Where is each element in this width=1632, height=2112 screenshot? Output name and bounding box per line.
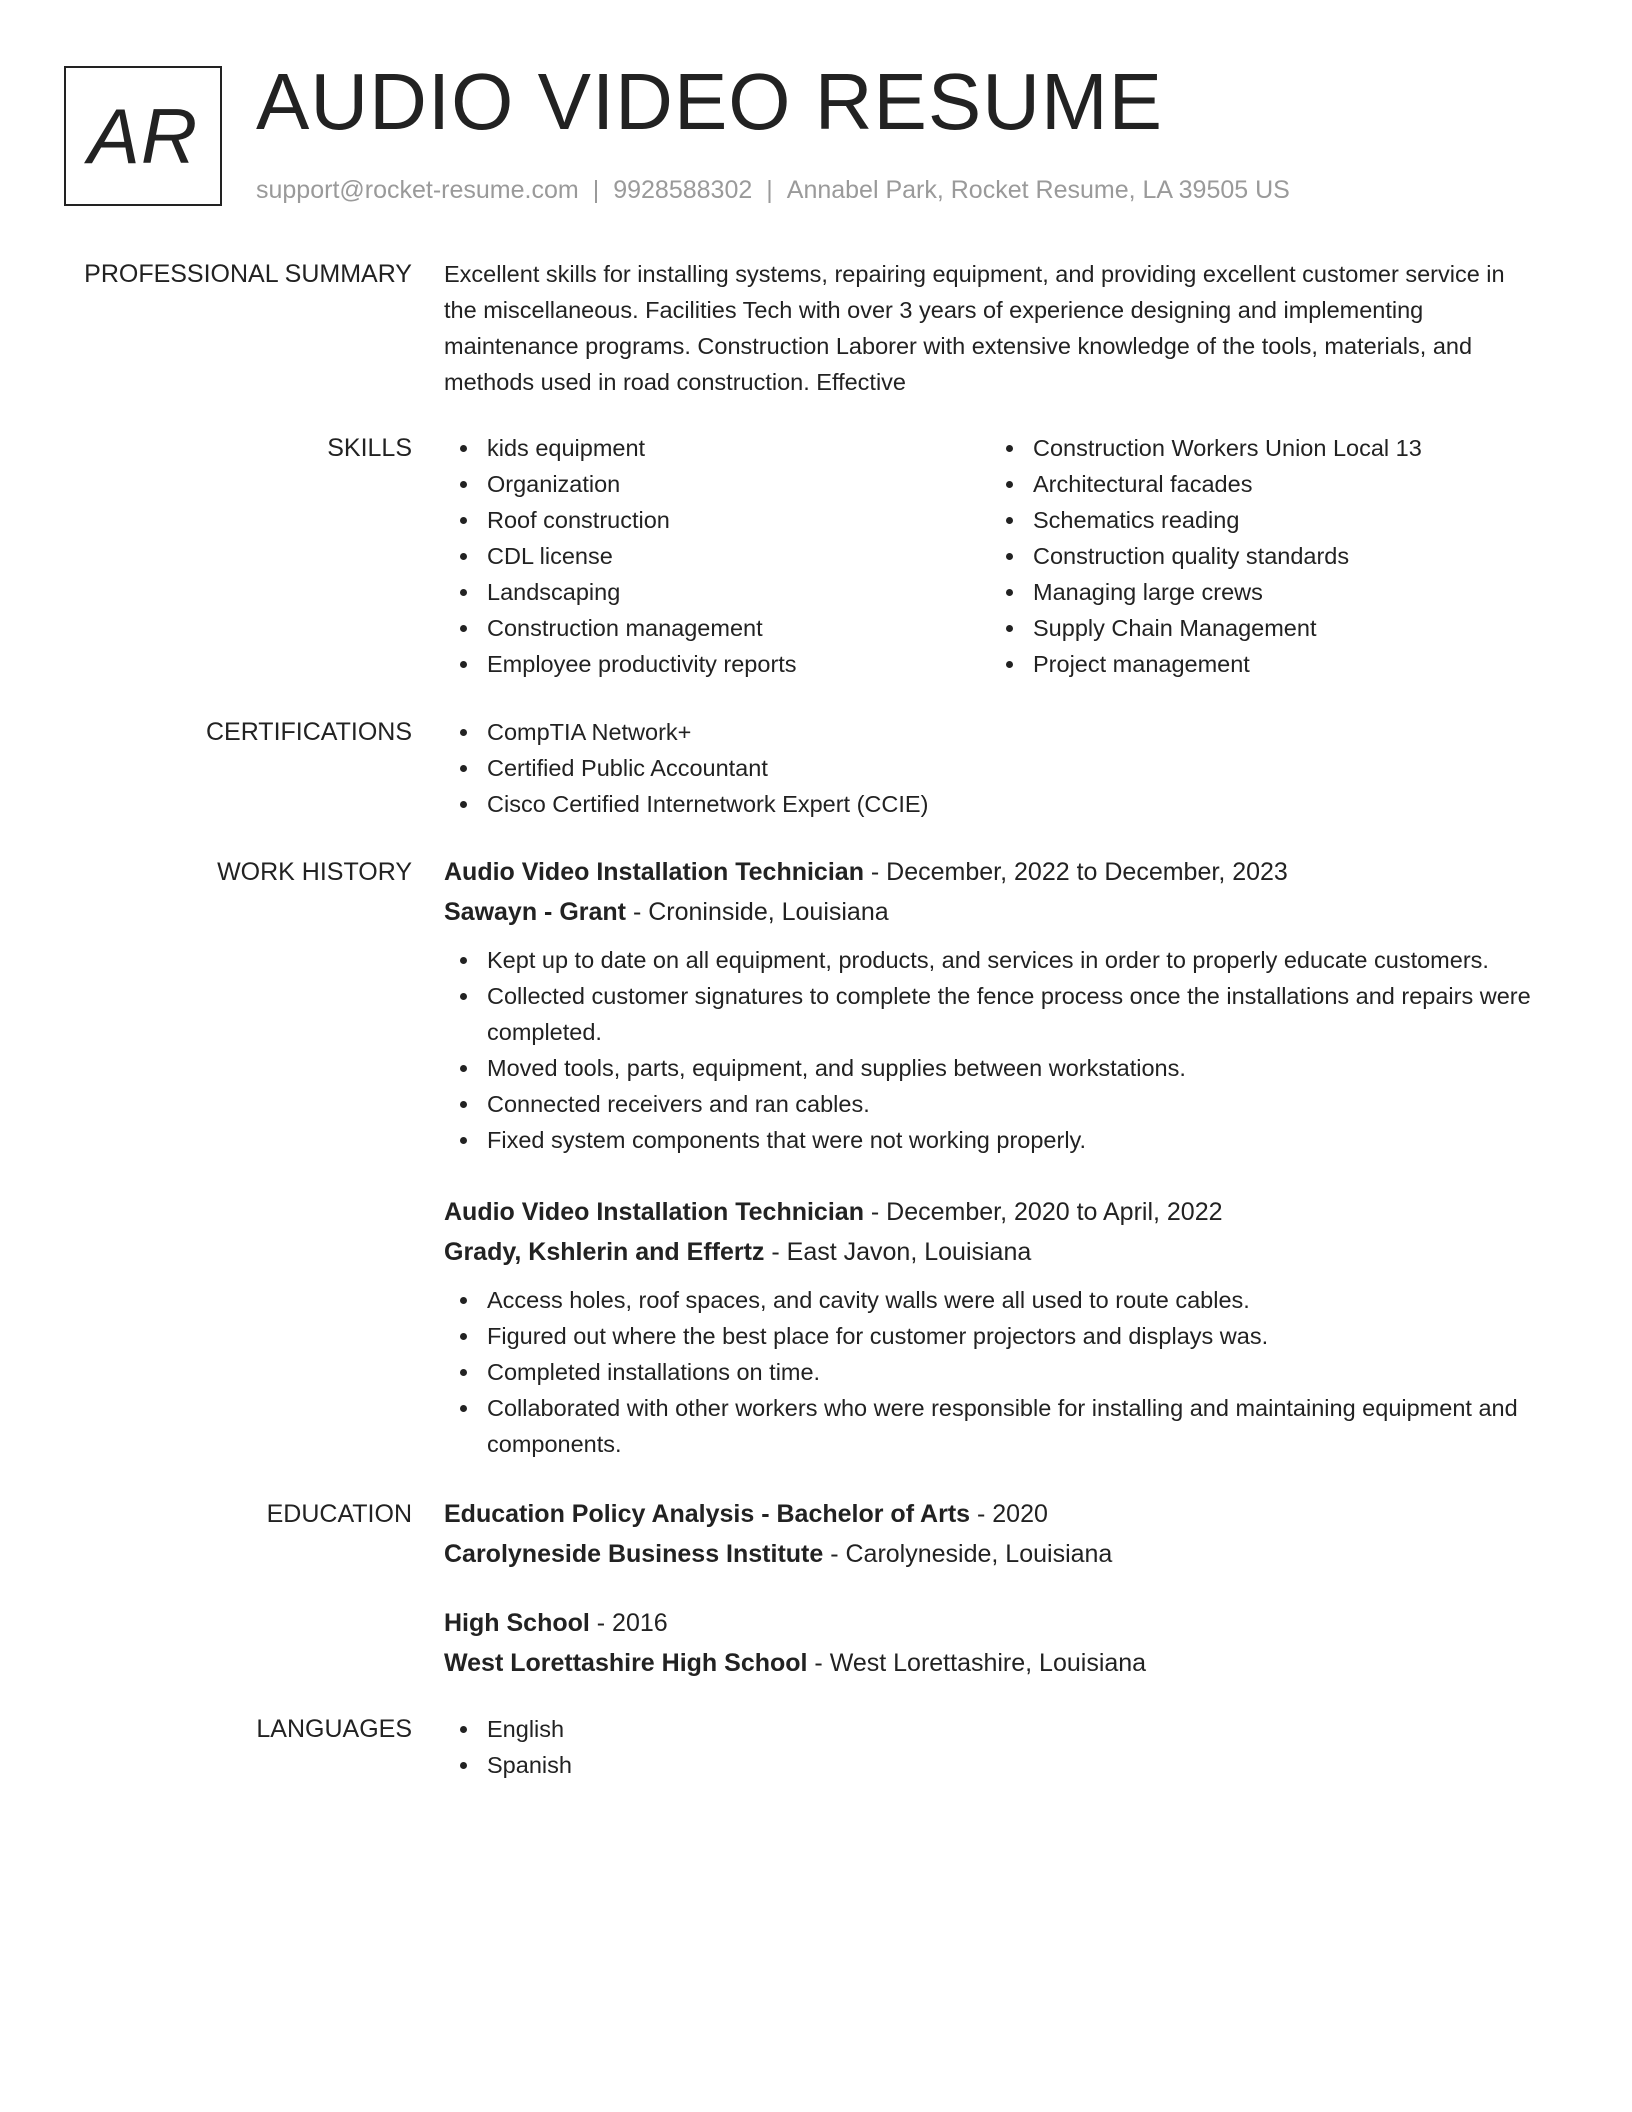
list-item: Fixed system components that were not working properly. [444, 1122, 1540, 1158]
job-dates: - December, 2022 to December, 2023 [863, 858, 1288, 886]
list-item: Kept up to date on all equipment, products, and services in order to properly educate customers. [444, 942, 1540, 978]
list-item: Architectural facades [990, 466, 1536, 502]
list-item: Construction management [444, 610, 990, 646]
section-label-summary: PROFESSIONAL SUMMARY [84, 260, 412, 288]
certifications-list [444, 714, 1540, 822]
section-label-languages: LANGUAGES [256, 1715, 412, 1743]
list-item: Roof construction [444, 502, 990, 538]
list-item: Supply Chain Management [990, 610, 1536, 646]
list-item: Moved tools, parts, equipment, and supplies between workstations. [444, 1050, 1540, 1086]
section-label-education: EDUCATION [266, 1500, 412, 1528]
job-title: Audio Video Installation Technician [444, 858, 864, 886]
education-entry [444, 1603, 1540, 1683]
list-item: Collected customer signatures to complete the fence process once the installations and repairs were completed. [444, 978, 1540, 1050]
contact-separator: | [592, 176, 600, 204]
job-bullets [444, 942, 1540, 1158]
job-title-line [444, 852, 1540, 892]
list-item: Spanish [444, 1747, 1540, 1783]
list-item: kids equipment [444, 430, 990, 466]
list-item: Project management [990, 646, 1536, 682]
job-entry [444, 1192, 1540, 1462]
job-bullets [444, 1282, 1540, 1462]
job-company-line [444, 892, 1540, 932]
list-item: Schematics reading [990, 502, 1536, 538]
certifications-section [444, 714, 1540, 822]
education-location: - West Lorettashire, Louisiana [807, 1649, 1147, 1677]
list-item: Landscaping [444, 574, 990, 610]
education-section [444, 1494, 1540, 1574]
list-item: Construction Workers Union Local 13 [990, 430, 1536, 466]
section-label-certifications: CERTIFICATIONS [205, 718, 412, 746]
section-label-work-history: WORK HISTORY [217, 858, 412, 886]
list-item: Completed installations on time. [444, 1354, 1540, 1390]
list-item: Access holes, roof spaces, and cavity walls were all used to route cables. [444, 1282, 1540, 1318]
job-company: Sawayn - Grant [444, 898, 626, 926]
summary-section [444, 256, 1540, 400]
monogram-logo: AR [64, 66, 222, 206]
list-item: Connected receivers and ran cables. [444, 1086, 1540, 1122]
list-item: Certified Public Accountant [444, 750, 1540, 786]
list-item: Collaborated with other workers who were responsible for installing and maintaining equipment and components. [444, 1390, 1540, 1462]
list-item: English [444, 1711, 1540, 1747]
education-school: West Lorettashire High School [444, 1649, 808, 1677]
section-label-skills: SKILLS [327, 434, 412, 462]
education-year: - 2016 [589, 1609, 668, 1637]
education-degree: High School [444, 1609, 590, 1637]
list-item: Organization [444, 466, 990, 502]
education-year: - 2020 [970, 1500, 1048, 1528]
job-location: - East Javon, Louisiana [764, 1238, 1032, 1266]
education-school-line [444, 1534, 1540, 1574]
resume-title: AUDIO VIDEO RESUME [256, 57, 1164, 146]
skills-section [444, 430, 1540, 682]
contact-separator: | [766, 176, 773, 204]
job-entry [444, 852, 1540, 1158]
list-item: CDL license [444, 538, 990, 574]
job-dates: - December, 2020 to April, 2022 [863, 1198, 1223, 1226]
education-school: Carolyneside Business Institute [444, 1540, 824, 1568]
job-title: Audio Video Installation Technician [444, 1198, 864, 1226]
languages-list [444, 1711, 1540, 1783]
work-history-section-2 [444, 1192, 1540, 1462]
contact-email[interactable]: support@rocket-resume.com [256, 176, 579, 204]
education-section-2 [444, 1603, 1540, 1683]
education-degree: Education Policy Analysis - Bachelor of Arts [444, 1500, 971, 1528]
list-item: Construction quality standards [990, 538, 1536, 574]
list-item: Figured out where the best place for customer projectors and displays was. [444, 1318, 1540, 1354]
contact-line [256, 174, 1290, 206]
skills-list-left [444, 430, 990, 682]
work-history-section [444, 852, 1540, 1158]
education-location: - Carolyneside, Louisiana [823, 1540, 1113, 1568]
list-item: Employee productivity reports [444, 646, 990, 682]
job-title-line [444, 1192, 1540, 1232]
skills-list-right [990, 430, 1536, 682]
contact-phone[interactable]: 9928588302 [613, 176, 753, 204]
education-degree-line [444, 1603, 1540, 1643]
languages-section [444, 1711, 1540, 1783]
summary-text: Excellent skills for installing systems, repairing equipment, and providing excellent customer service in the miscellaneous. Facilities Tech with over 3 years of experience designing and implementing maintenance programs. Construction Laborer with extensive knowledge of the tools, materials, and methods used in road construction. Effective [444, 261, 1505, 395]
list-item: Cisco Certified Internetwork Expert (CCIE) [444, 786, 1540, 822]
job-company: Grady, Kshlerin and Effertz [444, 1238, 765, 1266]
job-company-line [444, 1232, 1540, 1272]
job-location: - Croninside, Louisiana [626, 898, 889, 926]
list-item: CompTIA Network+ [444, 714, 1540, 750]
education-school-line [444, 1643, 1540, 1683]
education-degree-line [444, 1494, 1540, 1534]
list-item: Managing large crews [990, 574, 1536, 610]
education-entry [444, 1494, 1540, 1574]
contact-address: Annabel Park, Rocket Resume, LA 39505 US [786, 176, 1290, 204]
